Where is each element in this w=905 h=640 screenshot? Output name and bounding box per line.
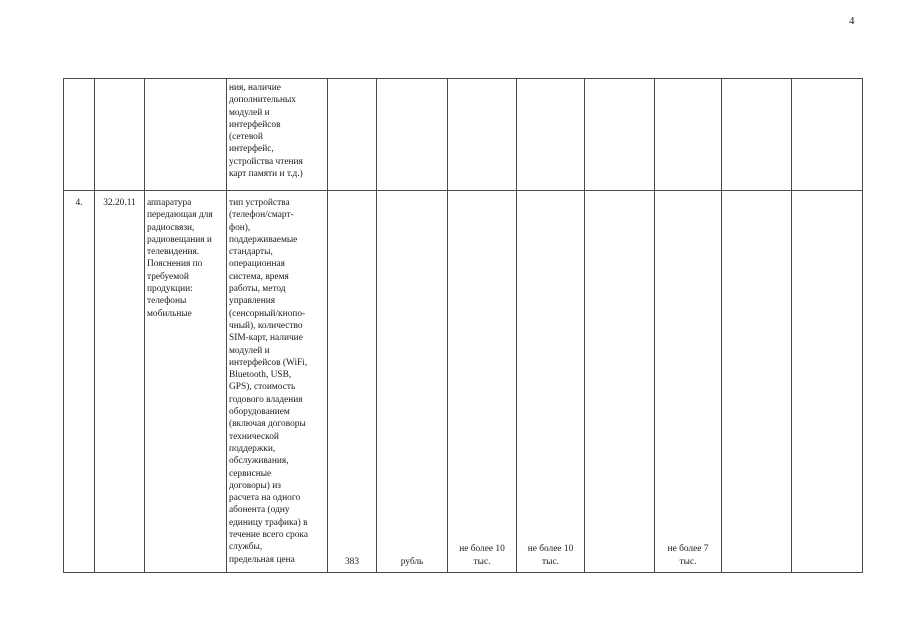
cell-value-c xyxy=(585,191,655,573)
cell-value-c xyxy=(585,79,655,191)
cell-unit: рубль xyxy=(377,191,448,573)
cell-value-e xyxy=(722,79,792,191)
cell-okei-code xyxy=(328,79,377,191)
table-row-continued xyxy=(64,79,863,191)
cell-value-a: не более 10 тыс. xyxy=(448,191,517,573)
cell-characteristics: ния, наличие дополнительных модулей и интерфейсов (сетевой интерфейс, устройства чтения карт памяти и т.д.) xyxy=(227,79,328,191)
requirements-table xyxy=(63,78,863,573)
page-number: 4 xyxy=(849,15,855,27)
cell-value-d xyxy=(655,79,722,191)
cell-num: 4. xyxy=(64,191,95,573)
cell-name xyxy=(145,79,227,191)
cell-value-d: не более 7 тыс. xyxy=(655,191,722,573)
cell-name: аппаратура передающая для радиосвязи, радиовещания и телевидения. Пояснения по требуемой продукции: телефоны мобильные xyxy=(145,191,227,573)
cell-value-a xyxy=(448,79,517,191)
cell-value-f xyxy=(792,79,863,191)
cell-value-e xyxy=(722,191,792,573)
cell-value-b xyxy=(517,79,585,191)
cell-characteristics: тип устройства (телефон/смарт- фон), поддерживаемые стандарты, операционная система, время работы, метод управления (сенсорный/кнопо- чный), количество SIM-карт, наличие модулей и интерфейсов (WiFi, Bluetooth, USB, GPS), стоимость годового владения оборудованием (включая договоры технической поддержки, обслуживания, сервисные договоры) из расчета на одного абонента (одну единицу трафика) в течение всего срока службы, предельная цена xyxy=(227,191,328,573)
table-row-item-4 xyxy=(64,191,863,573)
cell-code: 32.20.11 xyxy=(95,191,145,573)
cell-value-f xyxy=(792,191,863,573)
cell-unit xyxy=(377,79,448,191)
cell-okei-code: 383 xyxy=(328,191,377,573)
cell-code xyxy=(95,79,145,191)
cell-num xyxy=(64,79,95,191)
cell-value-b: не более 10 тыс. xyxy=(517,191,585,573)
